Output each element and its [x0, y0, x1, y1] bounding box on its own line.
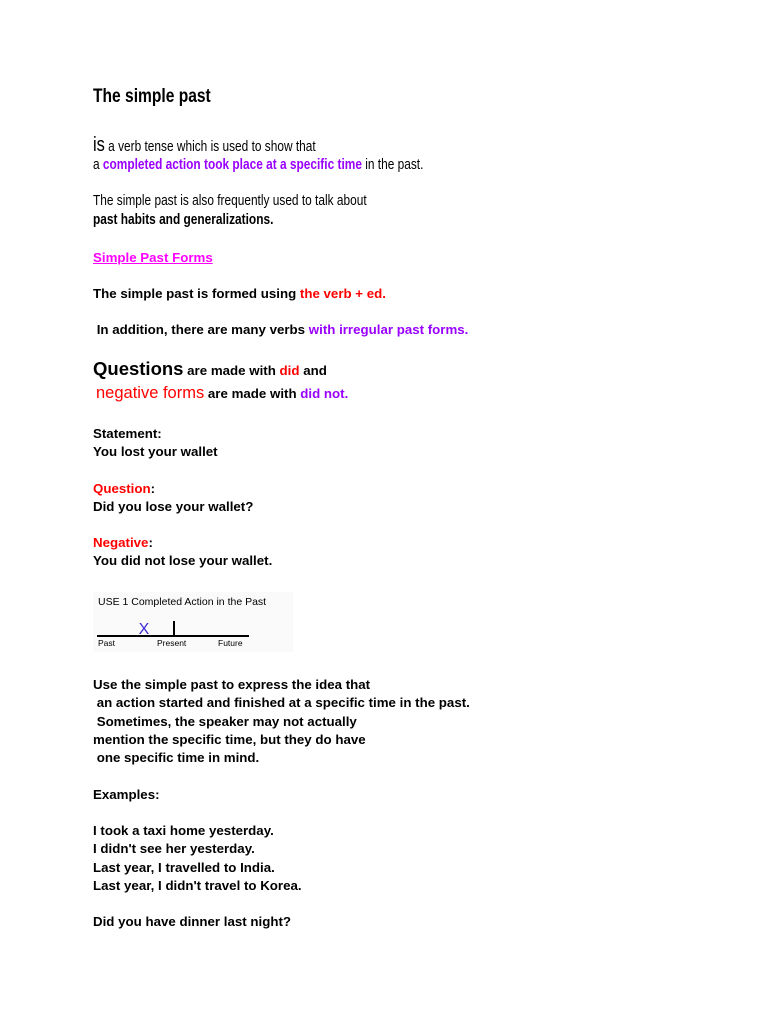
simple-past-forms-link[interactable]: Simple Past Forms: [93, 250, 213, 265]
timeline-diagram: [93, 592, 293, 652]
label-future: Future: [218, 638, 243, 648]
examples-label: Examples:: [93, 787, 160, 802]
intro-paragraph: is a verb tense which is used to show that a completed action took place at a specific time in the past.: [93, 134, 424, 173]
formed-sentence: The simple past is formed using the verb + ed.: [93, 286, 386, 301]
label-past: Past: [98, 638, 116, 648]
intro-line1: a verb tense which is used to show that: [104, 139, 316, 155]
list-item: Last year, I travelled to India.: [93, 859, 275, 875]
label-present: Present: [157, 638, 187, 648]
final-question: Did you have dinner last night?: [93, 914, 291, 929]
question-example: Question: Did you lose your wallet?: [93, 481, 254, 515]
timeline-svg: [93, 592, 293, 652]
list-item: Last year, I didn't travel to Korea.: [93, 877, 302, 893]
list-item: I took a taxi home yesterday.: [93, 823, 274, 838]
past-action-mark: X: [138, 621, 150, 638]
diagram-title: USE 1 Completed Action in the Past: [98, 596, 267, 608]
habits-paragraph: The simple past is also frequently used to talk about past habits and generalizations.: [93, 193, 367, 228]
examples-list: [93, 822, 302, 895]
irregular-sentence: In addition, there are many verbs with irregular past forms.: [93, 322, 469, 337]
intro-lead-word: is: [93, 134, 105, 156]
negative-example: Negative: You did not lose your wallet.: [93, 535, 273, 569]
list-item: I didn't see her yesterday.: [93, 841, 255, 857]
questions-line: Questions are made with did and: [93, 358, 327, 379]
negative-forms-line: negative forms are made with did not.: [96, 384, 349, 402]
page-title: The simple past: [93, 86, 211, 107]
use-paragraph: Use the simple past to express the idea that an action started and finished at a specific time in the past. Sometimes, the speaker may not actually mention the specific time, but they do have one specific time in mind.: [93, 677, 470, 766]
intro-highlight: completed action took place at a specific time: [102, 157, 362, 173]
statement-example: Statement: You lost your wallet: [93, 426, 218, 460]
